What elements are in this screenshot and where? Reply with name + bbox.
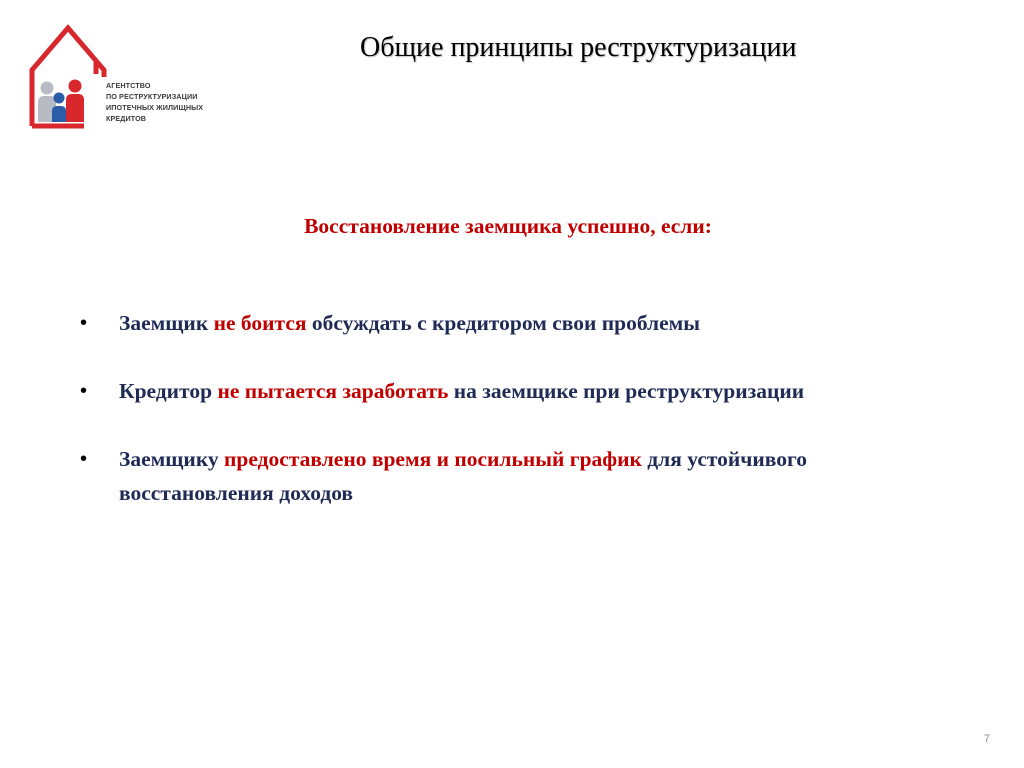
logo-text-line: КРЕДИТОВ bbox=[106, 114, 147, 123]
bullet-marker: • bbox=[80, 312, 88, 334]
bullet-text: обсуждать с кредитором свои проблемы bbox=[306, 311, 701, 335]
bullet-item bbox=[80, 442, 900, 510]
page-title: Общие принципы реструктуризации bbox=[360, 32, 797, 63]
logo-text bbox=[106, 80, 203, 124]
bullet-marker: • bbox=[80, 448, 88, 470]
bullet-marker: • bbox=[80, 380, 88, 402]
bullet-text: на заемщике при реструктуризации bbox=[448, 379, 805, 403]
bullet-highlight: не пытается заработать bbox=[217, 379, 449, 403]
bullet-item bbox=[80, 374, 900, 408]
bullet-item bbox=[80, 306, 900, 340]
slide-subtitle: Восстановление заемщика успешно, если: bbox=[304, 214, 712, 238]
bullet-highlight: не боится bbox=[213, 311, 307, 335]
bullet-list bbox=[80, 306, 900, 510]
bullet-text: для устойчивого восстановления доходов bbox=[119, 447, 807, 505]
page-number: 7 bbox=[983, 733, 990, 745]
agency-logo bbox=[26, 22, 216, 132]
logo-text-line: ПО РЕСТРУКТУРИЗАЦИИ bbox=[106, 92, 198, 101]
bullet-text: Кредитор bbox=[119, 379, 218, 403]
logo-text-line: АГЕНТСТВО bbox=[106, 81, 151, 90]
bullet-text: Заемщик bbox=[119, 311, 214, 335]
logo-text-line: ИПОТЕЧНЫХ ЖИЛИЩНЫХ bbox=[106, 103, 204, 112]
bullet-highlight: предоставлено время и посильный график bbox=[224, 447, 642, 471]
bullet-text: Заемщику bbox=[119, 447, 225, 471]
